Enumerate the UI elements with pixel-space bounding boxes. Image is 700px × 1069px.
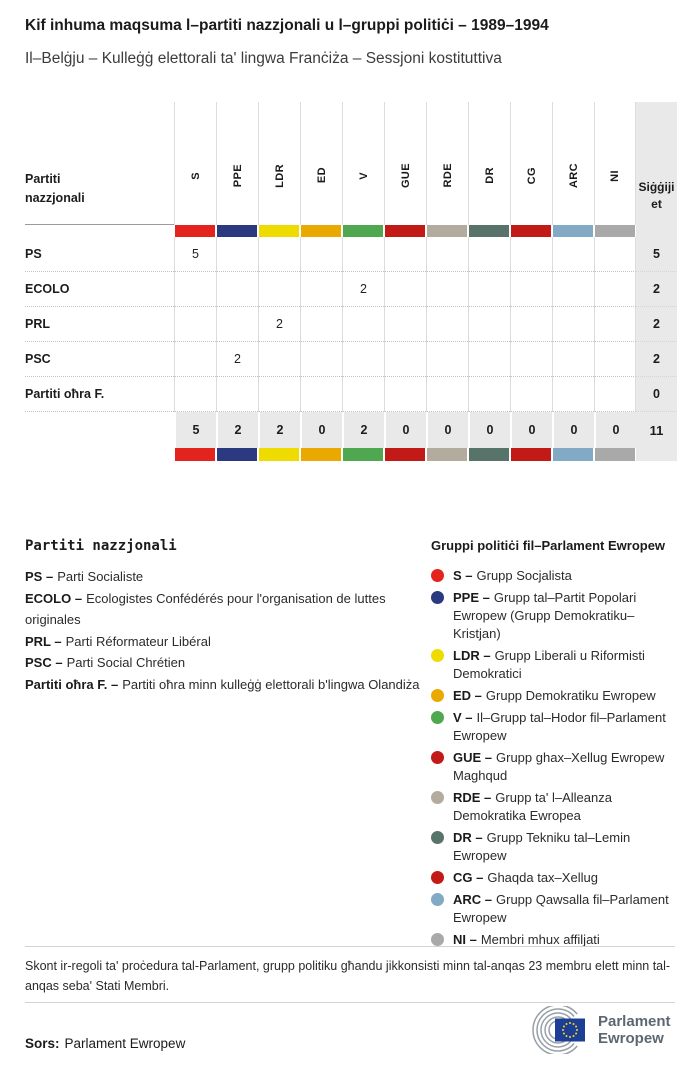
color-bar-CG — [511, 448, 551, 461]
cell — [216, 307, 258, 342]
cell — [216, 237, 258, 272]
cell — [342, 377, 384, 412]
cell: 2 — [342, 272, 384, 307]
cell — [258, 342, 300, 377]
cell — [426, 377, 468, 412]
legend-political-groups — [431, 538, 679, 953]
cell — [426, 342, 468, 377]
legend-party-item: ECOLO – Ecologistes Confédérés pour l'organisation de luttes originales — [25, 590, 386, 627]
row-label: PRL — [25, 307, 174, 342]
col-header-V: V — [342, 102, 384, 225]
parties-header-label: Partiti nazzjonali — [25, 172, 85, 205]
col-header-ED: ED — [300, 102, 342, 225]
cell — [216, 377, 258, 412]
total-cell: 0 — [426, 412, 468, 448]
col-header-S: S — [174, 102, 216, 225]
seats-cell: 0 — [636, 377, 677, 412]
spacer-cell — [25, 448, 174, 461]
legend-group-item: GUE – Grupp ghax–Xellug Ewropew Maghqud — [431, 749, 679, 785]
cell — [426, 272, 468, 307]
color-bar-V — [343, 448, 383, 461]
cell — [384, 342, 426, 377]
cell — [300, 237, 342, 272]
seats-cell: 5 — [636, 237, 677, 272]
cell — [468, 307, 510, 342]
group-color-dot — [431, 933, 444, 946]
cell — [510, 377, 552, 412]
color-bar-LDR — [259, 448, 299, 461]
cell — [258, 377, 300, 412]
totals-spacer — [25, 412, 174, 448]
legend-group-item: CG – Ghaqda tax–Xellug — [431, 869, 679, 887]
cell — [342, 342, 384, 377]
color-bar-PPE — [217, 448, 257, 461]
page-title: Kif inhuma maqsuma l–partiti nazzjonali u l–gruppi politiċi – 1989–1994 — [25, 17, 549, 34]
group-color-dot — [431, 649, 444, 662]
cell — [384, 272, 426, 307]
group-color-dot — [431, 591, 444, 604]
cell — [384, 307, 426, 342]
legend-party-item: PRL – Parti Réformateur Libéral — [25, 633, 211, 649]
total-cell: 5 — [174, 412, 216, 448]
cell — [468, 342, 510, 377]
color-bar-DR — [469, 225, 509, 237]
total-cell: 0 — [300, 412, 342, 448]
color-bar-ED — [301, 225, 341, 237]
col-header-NI: NI — [594, 102, 636, 225]
cell — [258, 237, 300, 272]
col-header-LDR: LDR — [258, 102, 300, 225]
cell — [552, 237, 594, 272]
group-color-dot — [431, 791, 444, 804]
cell — [552, 307, 594, 342]
col-header-DR: DR — [468, 102, 510, 225]
seats-col-cell — [636, 448, 677, 461]
group-color-dot — [431, 871, 444, 884]
cell — [426, 307, 468, 342]
divider — [25, 946, 675, 947]
legend-group-item: LDR – Grupp Liberali u Riformisti Demokratici — [431, 647, 679, 683]
color-bar-NI — [595, 225, 635, 237]
color-bar-ARC — [553, 448, 593, 461]
color-bar-GUE — [385, 448, 425, 461]
cell — [174, 377, 216, 412]
row-label: ECOLO — [25, 272, 174, 307]
group-color-dot — [431, 831, 444, 844]
row-label: PS — [25, 237, 174, 272]
divider — [25, 1002, 675, 1003]
cell — [426, 237, 468, 272]
color-bar-S — [175, 448, 215, 461]
cell — [594, 377, 636, 412]
total-cell: 2 — [216, 412, 258, 448]
color-bar-S — [175, 225, 215, 237]
page-subtitle: Il–Belġju – Kulleġġ elettorali ta' lingwa Franċiża – Sessjoni kostituttiva — [25, 50, 502, 67]
color-bar-GUE — [385, 225, 425, 237]
seats-header-label: Siġġijiet — [638, 180, 675, 211]
total-cell: 0 — [594, 412, 636, 448]
cell — [510, 342, 552, 377]
cell — [594, 307, 636, 342]
legend-group-item: PPE – Grupp tal–Partit Popolari Ewropew (Grupp Demokratiku–Kristjan) — [431, 589, 679, 643]
group-color-dot — [431, 569, 444, 582]
source-label: Sors: — [25, 1036, 60, 1051]
cell — [300, 377, 342, 412]
cell: 5 — [174, 237, 216, 272]
group-color-dot — [431, 689, 444, 702]
col-header-CG: CG — [510, 102, 552, 225]
ep-logo-text: Parlament Ewropew — [598, 1013, 671, 1047]
cell — [384, 377, 426, 412]
cell — [300, 342, 342, 377]
total-seats-cell: 11 — [636, 412, 677, 448]
cell — [174, 272, 216, 307]
color-bar-RDE — [427, 448, 467, 461]
legend-party-item: Partiti oħra F. – Partiti oħra minn kulleġġ elettorali b'lingwa Olandiża — [25, 676, 420, 692]
cell: 2 — [216, 342, 258, 377]
cell — [174, 307, 216, 342]
cell — [384, 237, 426, 272]
cell — [468, 237, 510, 272]
cell — [468, 377, 510, 412]
color-bar-LDR — [259, 225, 299, 237]
row-label: Partiti oħra F. — [25, 377, 174, 412]
legend-party-item: PSC – Parti Social Chrétien — [25, 655, 186, 670]
total-cell: 0 — [510, 412, 552, 448]
legend-groups-heading: Gruppi politiċi fil–Parlament Ewropew — [431, 538, 666, 553]
total-cell: 0 — [552, 412, 594, 448]
cell — [594, 272, 636, 307]
cell — [510, 307, 552, 342]
total-cell: 0 — [468, 412, 510, 448]
color-bar-V — [343, 225, 383, 237]
total-cell: 2 — [258, 412, 300, 448]
footnote: Skont ir-regoli ta' proċedura tal-Parlament, grupp politiku għandu jikkonsisti minn tal-anqas 23 membru elett minn tal-anqas seba' Stati Membri. — [25, 959, 671, 993]
color-bar-NI — [595, 448, 635, 461]
cell — [342, 307, 384, 342]
seats-cell: 2 — [636, 307, 677, 342]
legend-group-item: RDE – Grupp ta' l–Alleanza Demokratika Ewropea — [431, 789, 679, 825]
cell — [510, 237, 552, 272]
legend-group-item: V – Il–Grupp tal–Hodor fil–Parlament Ewropew — [431, 709, 679, 745]
source-line — [25, 1036, 185, 1051]
cell — [300, 307, 342, 342]
source-text: Parlament Ewropew — [64, 1036, 186, 1051]
seats-cell: 2 — [636, 272, 677, 307]
color-bar-ARC — [553, 225, 593, 237]
total-cell: 2 — [342, 412, 384, 448]
cell — [552, 342, 594, 377]
cell — [258, 272, 300, 307]
color-bar-ED — [301, 448, 341, 461]
col-header-ARC: ARC — [552, 102, 594, 225]
cell — [510, 272, 552, 307]
legend-group-item: ED – Grupp Demokratiku Ewropew — [431, 687, 679, 705]
color-bar-RDE — [427, 225, 467, 237]
hemicycle-icon — [528, 1006, 590, 1054]
cell — [216, 272, 258, 307]
color-bar-PPE — [217, 225, 257, 237]
row-label: PSC — [25, 342, 174, 377]
spacer-cell — [25, 225, 174, 237]
cell — [468, 272, 510, 307]
cell — [174, 342, 216, 377]
cell — [594, 237, 636, 272]
legend-group-item: ARC – Grupp Qawsalla fil–Parlament Ewropew — [431, 891, 679, 927]
cell — [552, 272, 594, 307]
seats-table — [25, 102, 677, 461]
col-header-GUE: GUE — [384, 102, 426, 225]
col-header-PPE: PPE — [216, 102, 258, 225]
col-header-RDE: RDE — [426, 102, 468, 225]
seats-cell: 2 — [636, 342, 677, 377]
color-bar-DR — [469, 448, 509, 461]
group-color-dot — [431, 711, 444, 724]
legend-party-item: PS – Parti Socialiste — [25, 569, 144, 584]
group-color-dot — [431, 751, 444, 764]
total-cell: 0 — [384, 412, 426, 448]
seats-header-cell — [636, 102, 677, 225]
seats-col-cell — [636, 225, 677, 237]
ep-logo — [528, 1006, 671, 1054]
cell — [342, 237, 384, 272]
cell — [552, 377, 594, 412]
group-color-dot — [431, 893, 444, 906]
parties-header-cell — [25, 102, 174, 225]
legend-group-item: DR – Grupp Tekniku tal–Lemin Ewropew — [431, 829, 679, 865]
eu-flag-icon — [555, 1019, 585, 1042]
cell: 2 — [258, 307, 300, 342]
cell — [300, 272, 342, 307]
legend-group-item: S – Grupp Socjalista — [431, 567, 679, 585]
legend-group-item: NI – Membri mhux affiljati — [431, 931, 679, 949]
cell — [594, 342, 636, 377]
legend-parties-heading: Partiti nazzjonali — [25, 538, 177, 554]
legend-national-parties — [25, 538, 423, 695]
color-bar-CG — [511, 225, 551, 237]
